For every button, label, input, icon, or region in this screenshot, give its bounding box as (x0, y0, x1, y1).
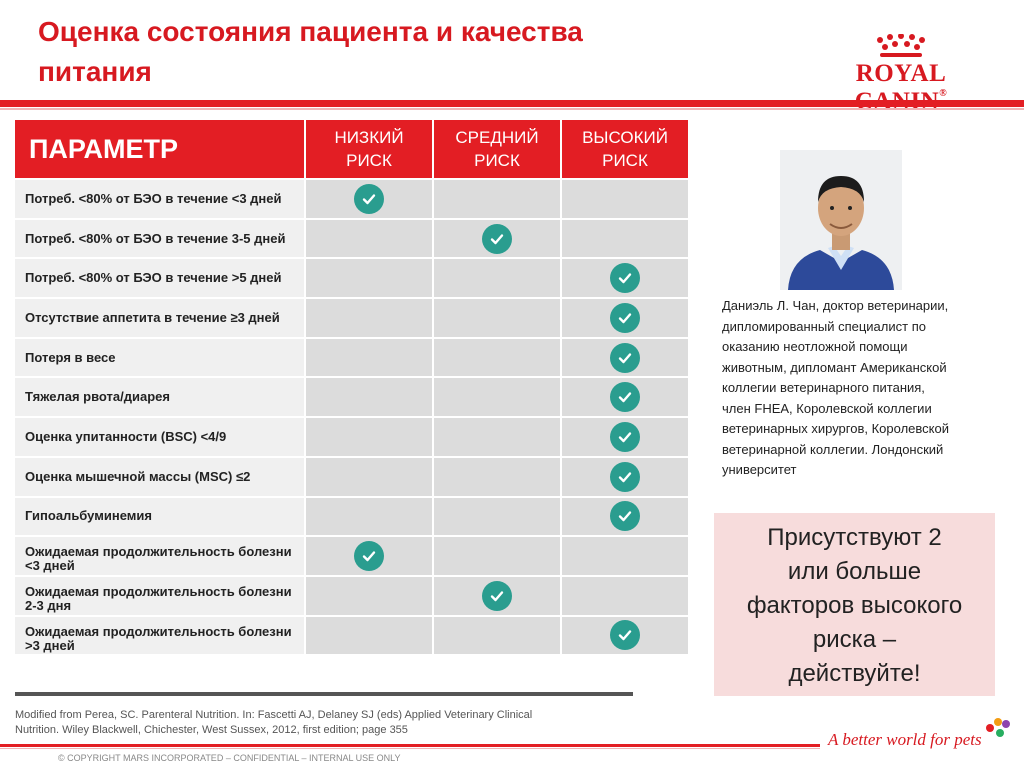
row-parameter-duration: >3 дней (25, 637, 75, 653)
row-parameter (15, 180, 304, 218)
checkmark-icon (610, 303, 640, 333)
callout-line: действуйте! (788, 660, 921, 687)
checkmark-icon (610, 462, 640, 492)
bio-line: коллегии ветеринарного питания, (722, 380, 925, 395)
header-high-risk-line1: ВЫСОКИЙ (582, 128, 668, 147)
risk-cell-medium (434, 418, 560, 456)
row-parameter-label: Гипоальбуминемия (25, 508, 152, 524)
risk-cell-low (306, 617, 432, 655)
risk-cell-medium (434, 299, 560, 337)
footer-divider (0, 744, 820, 747)
callout-line: риска – (812, 626, 897, 653)
checkmark-icon (354, 184, 384, 214)
source-citation (15, 708, 655, 738)
callout-line: Присутствуют 2 (767, 524, 942, 551)
slide-title-line1: Оценка состояния пациента и качества (38, 16, 583, 47)
risk-cell-medium (434, 220, 560, 258)
table-header-row (15, 120, 689, 178)
risk-cell-high (562, 339, 688, 377)
risk-cell-low (306, 418, 432, 456)
checkmark-icon (610, 343, 640, 373)
risk-cell-low (306, 378, 432, 416)
checkmark-icon (610, 422, 640, 452)
table-row (15, 416, 689, 456)
risk-cell-high (562, 498, 688, 536)
callout-line: факторов высокого (746, 592, 963, 619)
header-high-risk-line2: РИСК (602, 151, 648, 170)
row-parameter-label: Тяжелая рвота/диарея (25, 389, 170, 405)
row-parameter (15, 617, 304, 655)
risk-cell-high (562, 617, 688, 655)
risk-cell-high (562, 418, 688, 456)
risk-cell-high (562, 259, 688, 297)
row-parameter-label: Потреб. <80% от БЭО в течение >5 дней (25, 270, 282, 286)
header-low-risk (306, 120, 432, 178)
risk-cell-high (562, 299, 688, 337)
risk-cell-low (306, 498, 432, 536)
risk-cell-medium (434, 339, 560, 377)
row-parameter-label: Оценка упитанности (BSC) <4/9 (25, 428, 227, 444)
header-divider (0, 100, 1024, 107)
table-row (15, 496, 689, 536)
risk-cell-low (306, 299, 432, 337)
checkmark-icon (610, 620, 640, 650)
author-photo (780, 150, 902, 290)
risk-cell-medium (434, 498, 560, 536)
row-parameter (15, 220, 304, 258)
risk-cell-low (306, 339, 432, 377)
bio-line: член FHEA, Королевской коллегии (722, 400, 932, 416)
checkmark-icon (482, 581, 512, 611)
table-row (15, 615, 689, 655)
risk-table (15, 120, 689, 654)
risk-cell-high (562, 378, 688, 416)
risk-cell-high (562, 537, 688, 575)
row-parameter (15, 378, 304, 416)
risk-cell-high (562, 458, 688, 496)
header-medium-risk (434, 120, 560, 178)
risk-cell-medium (434, 259, 560, 297)
copyright-text: © COPYRIGHT MARS INCORPORATED – CONFIDENTIAL – INTERNAL USE ONLY (58, 753, 401, 763)
header-divider-thin (0, 108, 1024, 110)
row-parameter (15, 537, 304, 575)
table-body (15, 178, 689, 654)
row-parameter (15, 299, 304, 337)
table-row (15, 178, 689, 218)
risk-cell-high (562, 220, 688, 258)
bio-line: университет (722, 462, 797, 477)
checkmark-icon (482, 224, 512, 254)
risk-cell-medium (434, 458, 560, 496)
risk-cell-medium (434, 378, 560, 416)
header-param: ПАРАМЕТР (15, 120, 304, 178)
callout-line: или больше (787, 558, 922, 585)
row-parameter (15, 498, 304, 536)
row-parameter-label: Потреб. <80% от БЭО в течение <3 дней (25, 190, 282, 206)
row-parameter (15, 458, 304, 496)
risk-cell-high (562, 180, 688, 218)
header-low-risk-line2: РИСК (346, 151, 392, 170)
logo-registered-mark: ® (939, 88, 948, 99)
risk-cell-medium (434, 537, 560, 575)
slide-title (38, 12, 778, 92)
table-row (15, 297, 689, 337)
row-parameter-label: Ожидаемая продолжительность болезни (25, 623, 292, 639)
header-medium-risk-line1: СРЕДНИЙ (455, 128, 539, 147)
table-row (15, 257, 689, 297)
row-parameter-label: Оценка мышечной массы (MSC) ≤2 (25, 468, 251, 484)
table-row (15, 337, 689, 377)
row-parameter (15, 418, 304, 456)
risk-cell-high (562, 577, 688, 615)
checkmark-icon (610, 382, 640, 412)
table-row (15, 575, 689, 615)
bio-line: ветеринарной коллегии. Лондонский (722, 441, 944, 457)
table-bottom-bar (15, 692, 633, 696)
source-line1: Modified from Perea, SC. Parenteral Nutrition. In: Fascetti AJ, Delaney SJ (eds) Applied Veterinary Clinical (15, 709, 533, 721)
risk-cell-low (306, 577, 432, 615)
checkmark-icon (354, 541, 384, 571)
bio-line: Даниэль Л. Чан, доктор ветеринарии, (722, 298, 949, 313)
row-parameter-label: Ожидаемая продолжительность болезни (25, 544, 292, 560)
row-parameter (15, 577, 304, 615)
row-parameter (15, 339, 304, 377)
risk-cell-low (306, 259, 432, 297)
footer-divider-thin (0, 748, 820, 749)
table-row (15, 376, 689, 416)
action-callout (714, 513, 995, 696)
risk-cell-low (306, 220, 432, 258)
table-row (15, 456, 689, 496)
header-high-risk (562, 120, 688, 178)
person-portrait-icon (780, 150, 902, 290)
table-row (15, 218, 689, 258)
royal-canin-logo (808, 34, 994, 99)
crown-icon (874, 34, 928, 60)
row-parameter-duration: 2-3 дня (25, 597, 72, 613)
header-medium-risk-line2: РИСК (474, 151, 520, 170)
table-row (15, 535, 689, 575)
bio-line: животным, дипломант Американской (722, 359, 947, 375)
risk-cell-medium (434, 617, 560, 655)
checkmark-icon (610, 501, 640, 531)
row-parameter-duration: <3 дней (25, 558, 75, 574)
source-line2: Nutrition. Wiley Blackwell, Chichester, West Sussex, 2012, first edition; page 355 (15, 724, 408, 736)
bio-line: ветеринарных хирургов, Королевской (722, 421, 949, 436)
row-parameter-label: Потеря в весе (25, 349, 116, 365)
row-parameter-label: Потреб. <80% от БЭО в течение 3-5 дней (25, 230, 286, 246)
author-bio (722, 296, 1012, 481)
row-parameter-label: Отсутствие аппетита в течение ≥3 дней (25, 309, 280, 325)
bio-line: оказанию неотложной помощи (722, 339, 908, 354)
risk-cell-low (306, 458, 432, 496)
slide-title-line2: питания (38, 56, 152, 87)
risk-cell-low (306, 537, 432, 575)
brand-slogan: A better world for pets (828, 730, 982, 749)
row-parameter (15, 259, 304, 297)
bio-line: дипломированный специалист по (722, 318, 926, 334)
checkmark-icon (610, 263, 640, 293)
logo-text: ROYAL (855, 60, 947, 87)
paw-dots-icon (984, 716, 1014, 740)
header-low-risk-line1: НИЗКИЙ (334, 128, 404, 147)
risk-cell-medium (434, 577, 560, 615)
row-parameter-label: Ожидаемая продолжительность болезни (25, 583, 292, 599)
risk-cell-low (306, 180, 432, 218)
risk-cell-medium (434, 180, 560, 218)
